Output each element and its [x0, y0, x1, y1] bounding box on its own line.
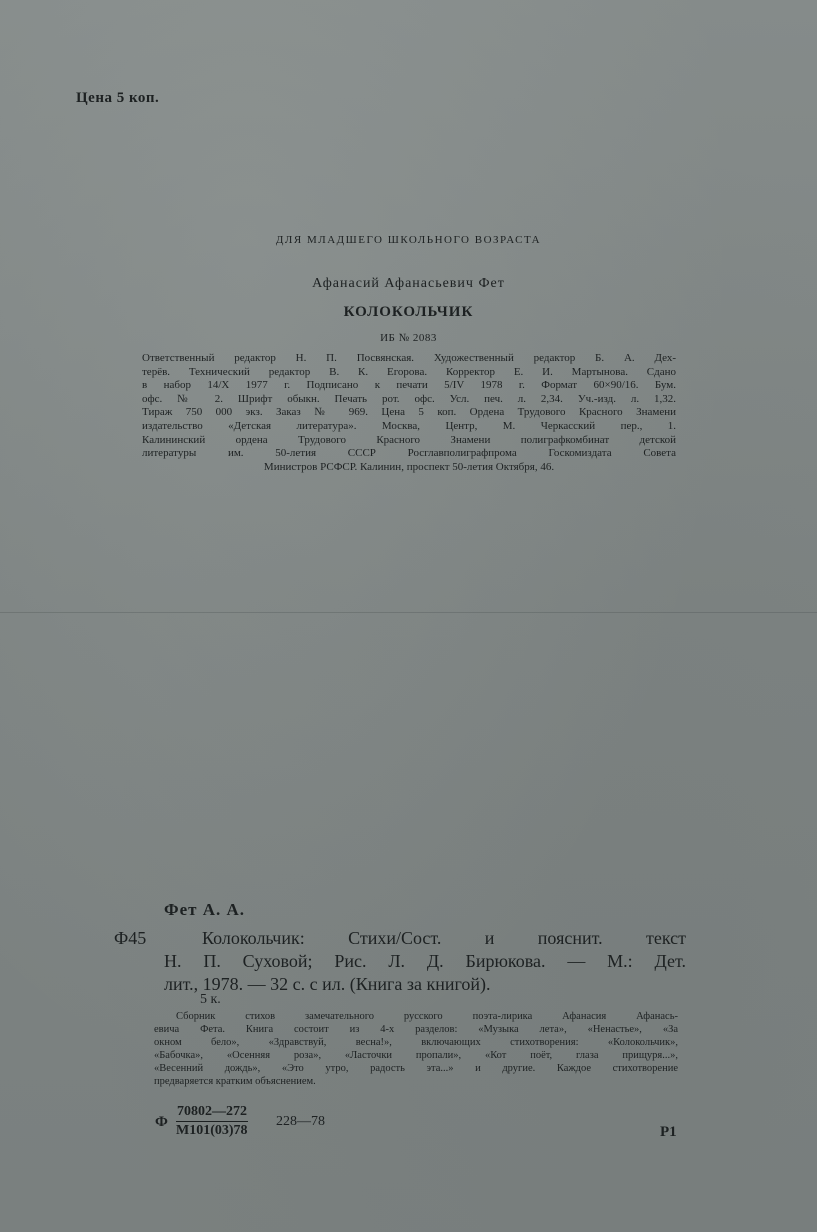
annotation-line: предваряется кратким объяснением.	[154, 1076, 316, 1087]
imprint-line: издательство «Детская литература». Москва, Центр, М. Черкасский пер., 1.	[142, 419, 676, 432]
index-code: Р1	[660, 1124, 677, 1140]
annotation-block	[154, 1010, 678, 1088]
card-description-line: лит., 1978. — 32 с. с ил. (Книга за книгой).	[164, 974, 491, 994]
age-group-label: ДЛЯ МЛАДШЕГО ШКОЛЬНОГО ВОЗРАСТА	[275, 234, 542, 246]
card-classification: Ф45	[114, 928, 147, 948]
card-price: 5 к.	[200, 992, 221, 1007]
annotation-line: Сборник стихов замечательного русского поэта-лирика Афанасия Афанась-	[176, 1011, 678, 1022]
imprint-line: литературы им. 50-летия СССР Росглавполиграфпрома Госкомиздата Совета	[142, 447, 676, 460]
card-author: Фет А. А.	[164, 900, 246, 919]
imprint-line: Ответственный редактор Н. П. Посвянская. Художественный редактор Б. А. Дех-	[142, 352, 676, 364]
card-description-line: Колокольчик: Стихи/Сост. и пояснит. текст	[202, 928, 686, 948]
imprint-line: Калининский ордена Трудового Красного Знамени полиграфкомбинат детской	[142, 433, 676, 446]
annotation-line: «Бабочка», «Осенняя роза», «Ласточки пропали», «Кот поёт, глаза прищуря...»,	[154, 1050, 678, 1061]
imprint-line: в набор 14/X 1977 г. Подписано к печати 5/IV 1978 г. Формат 60×90/16. Бум.	[142, 379, 676, 392]
imprint-line: Министров РСФСР. Калинин, проспект 50-летия Октября, 46.	[263, 460, 555, 473]
index-suffix: 228—78	[276, 1114, 325, 1129]
card-description-line: Н. П. Суховой; Рис. Л. Д. Бирюкова. — М.: Дет.	[164, 951, 686, 971]
annotation-line: евича Фета. Книга состоит из 4-х разделов: «Музыка лета», «Ненастье», «За	[154, 1024, 678, 1035]
annotation-line: «Весенний дождь», «Это утро, радость эта...» и другие. Каждое стихотворение	[154, 1063, 678, 1074]
imprint-line: Тираж 750 000 экз. Заказ № 969. Цена 5 коп. Ордена Трудового Красного Знамени	[142, 406, 676, 419]
author-name: Афанасий Афанасьевич Фет	[312, 276, 505, 291]
ib-number: ИБ № 2083	[380, 332, 437, 344]
price-label: Цена 5 коп.	[76, 90, 160, 106]
imprint-line: офс. № 2. Шрифт обыкн. Печать рот. офс. Усл. печ. л. 2,34. Уч.-изд. л. 1,32.	[142, 392, 676, 405]
paper-fold-line	[0, 612, 817, 613]
index-numerator: 70802—272	[176, 1104, 248, 1122]
annotation-line: окном бело», «Здравствуй, весна!», включающих стихотворения: «Колокольчик»,	[154, 1037, 678, 1048]
imprint-line: терёв. Технический редактор В. К. Егорова. Корректор Е. И. Мартынова. Сдано	[142, 365, 676, 378]
index-denominator: М101(03)78	[176, 1123, 248, 1138]
book-title: КОЛОКОЛЬЧИК	[343, 304, 474, 320]
imprint-block	[142, 352, 676, 474]
index-fraction	[176, 1104, 248, 1140]
index-letter: Ф	[155, 1114, 168, 1130]
